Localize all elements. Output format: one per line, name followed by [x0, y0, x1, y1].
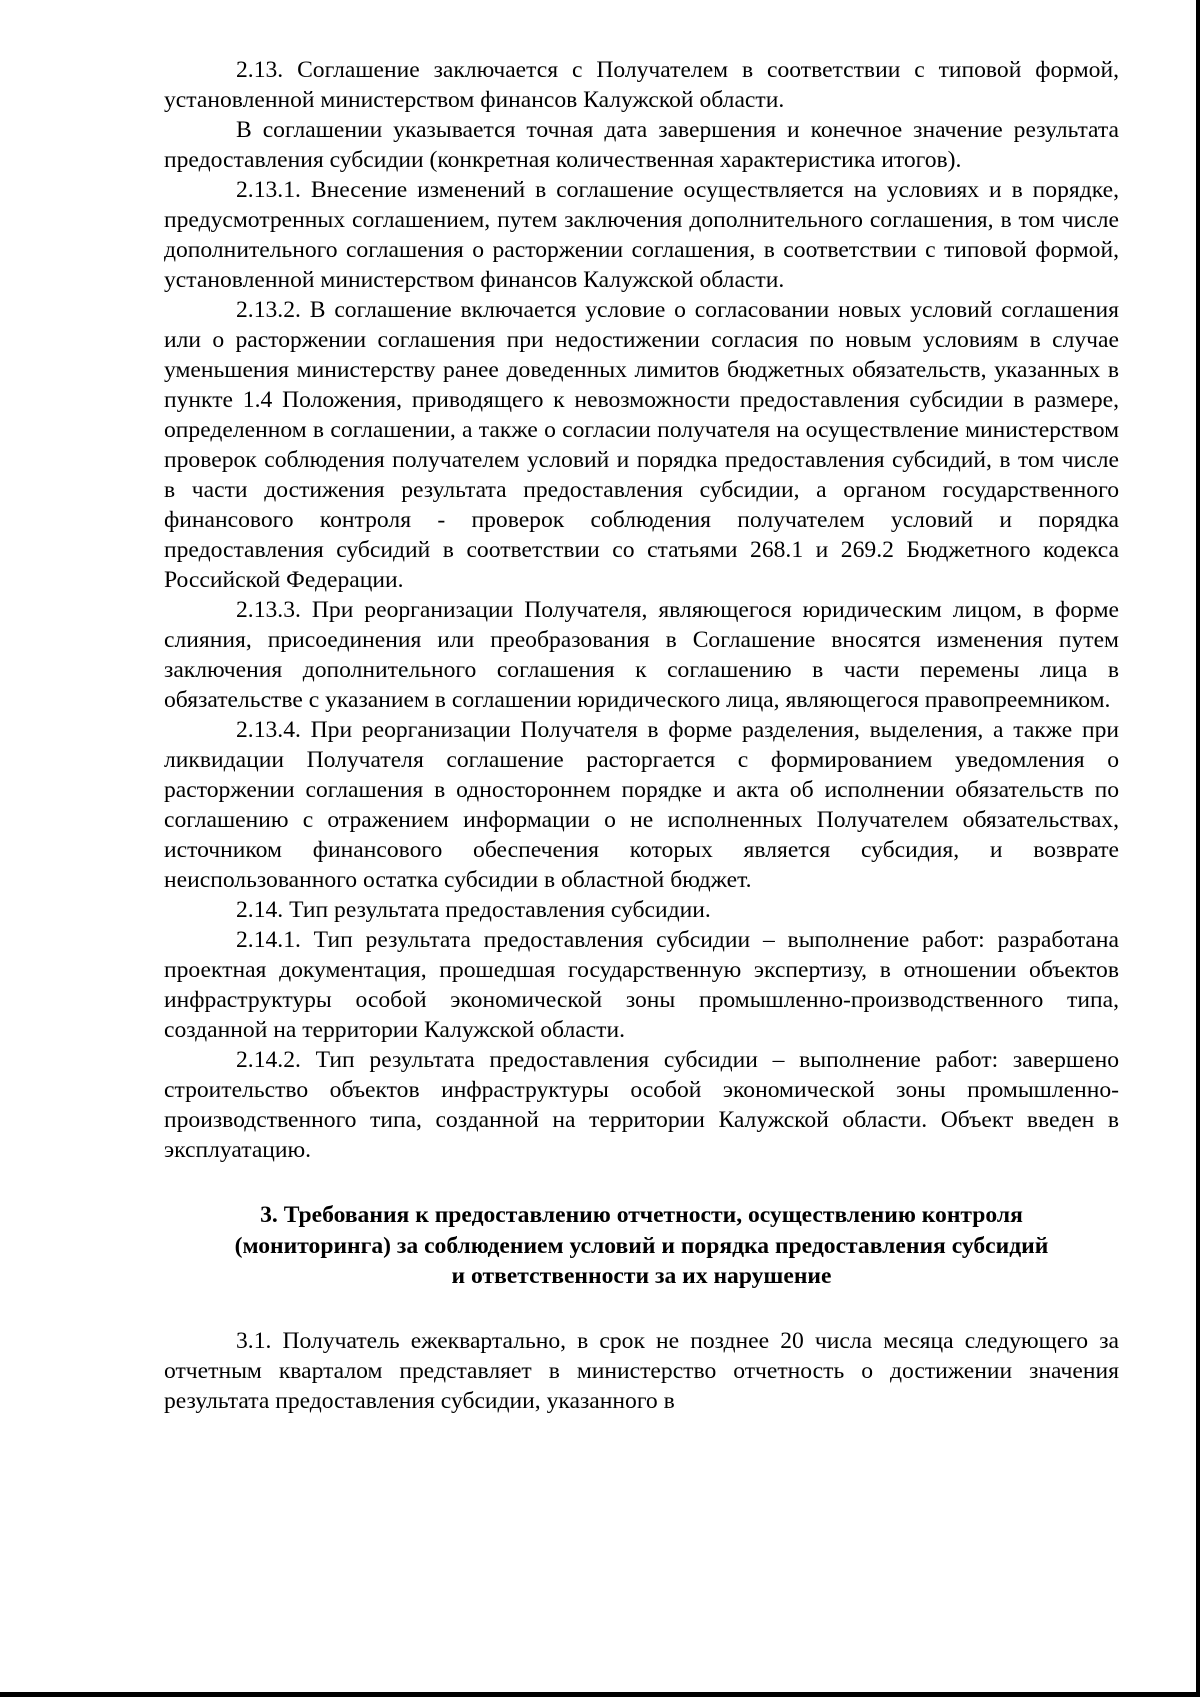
paragraph-3-1: 3.1. Получатель ежеквартально, в срок не позднее 20 числа месяца следующего за отчетным кварталом представляет в министерство отчетность о достижении значения результата предоставления субсидии, указанного в — [164, 1327, 1119, 1414]
paragraph-2-13: 2.13. Соглашение заключается с Получателем в соответствии с типовой формой, установленной министерством финансов Калужской области. — [164, 57, 1119, 113]
paragraph-2-13-3: 2.13.3. При реорганизации Получателя, являющегося юридическим лицом, в форме слияния, присоединения или преобразования в Соглашение вносятся изменения путем заключения дополнительного соглашения к соглашению в части перемены лица в обязательстве с указанием в соглашении юридического лица, являющегося правопреемником. — [164, 597, 1119, 713]
paragraph-2-14: 2.14. Тип результата предоставления субсидии. — [236, 897, 711, 923]
section-heading-line-2: (мониторинга) за соблюдением условий и порядка предоставления субсидий — [234, 1232, 1049, 1259]
paragraph-2-14-1: 2.14.1. Тип результата предоставления субсидии – выполнение работ: разработана проектная документация, прошедшая государственную экспертизу, в отношении объектов инфраструктуры особой экономической зоны промышленно-производственного типа, созданной на территории Калужской области. — [164, 927, 1119, 1043]
section-3-heading — [164, 1200, 1119, 1292]
document-body — [164, 55, 1119, 1416]
scan-bottom-border — [0, 1692, 1200, 1697]
paragraph-agreement-date: В соглашении указывается точная дата завершения и конечное значение результата предоставления субсидии (конкретная количественная характеристика итогов). — [164, 117, 1119, 173]
paragraph-2-14-2: 2.14.2. Тип результата предоставления субсидии – выполнение работ: завершено строительство объектов инфраструктуры особой экономической зоны промышленно-производственного типа, созданной на территории Калужской области. Объект введен в эксплуатацию. — [164, 1047, 1119, 1163]
section-heading-line-3: и ответственности за их нарушение — [451, 1263, 832, 1289]
paragraph-2-13-4: 2.13.4. При реорганизации Получателя в форме разделения, выделения, а также при ликвидации Получателя соглашение расторгается с формированием уведомления о расторжении соглашения в одностороннем порядке и акта об исполнении обязательств по соглашению с отражением информации о не исполненных Получателем обязательствах, источником финансового обеспечения которых является субсидия, и возврате неиспользованного остатка субсидии в областной бюджет. — [164, 717, 1119, 893]
paragraph-2-13-1: 2.13.1. Внесение изменений в соглашение осуществляется на условиях и в порядке, предусмотренных соглашением, путем заключения дополнительного соглашения, в том числе дополнительного соглашения о расторжении соглашения, в соответствии с типовой формой, установленной министерством финансов Калужской области. — [164, 177, 1119, 293]
paragraph-2-13-2: 2.13.2. В соглашение включается условие о согласовании новых условий соглашения или о расторжении соглашения при недостижении согласия по новым условиям в случае уменьшения министерству ранее доведенных лимитов бюджетных обязательств, указанных в пункте 1.4 Положения, приводящего к невозможности предоставления субсидии в размере, определенном в соглашении, а также о согласии получателя на осуществление министерством проверок соблюдения получателем условий и порядка предоставления субсидий, в том числе в части достижения результата предоставления субсидии, а органом государственного финансового контроля - проверок соблюдения получателем условий и порядка предоставления субсидий в соответствии со статьями 268.1 и 269.2 Бюджетного кодекса Российской Федерации. — [164, 297, 1119, 593]
scan-right-border — [1196, 0, 1200, 1697]
section-heading-line-1: 3. Требования к предоставлению отчетности, осуществлению контроля — [260, 1202, 1023, 1228]
